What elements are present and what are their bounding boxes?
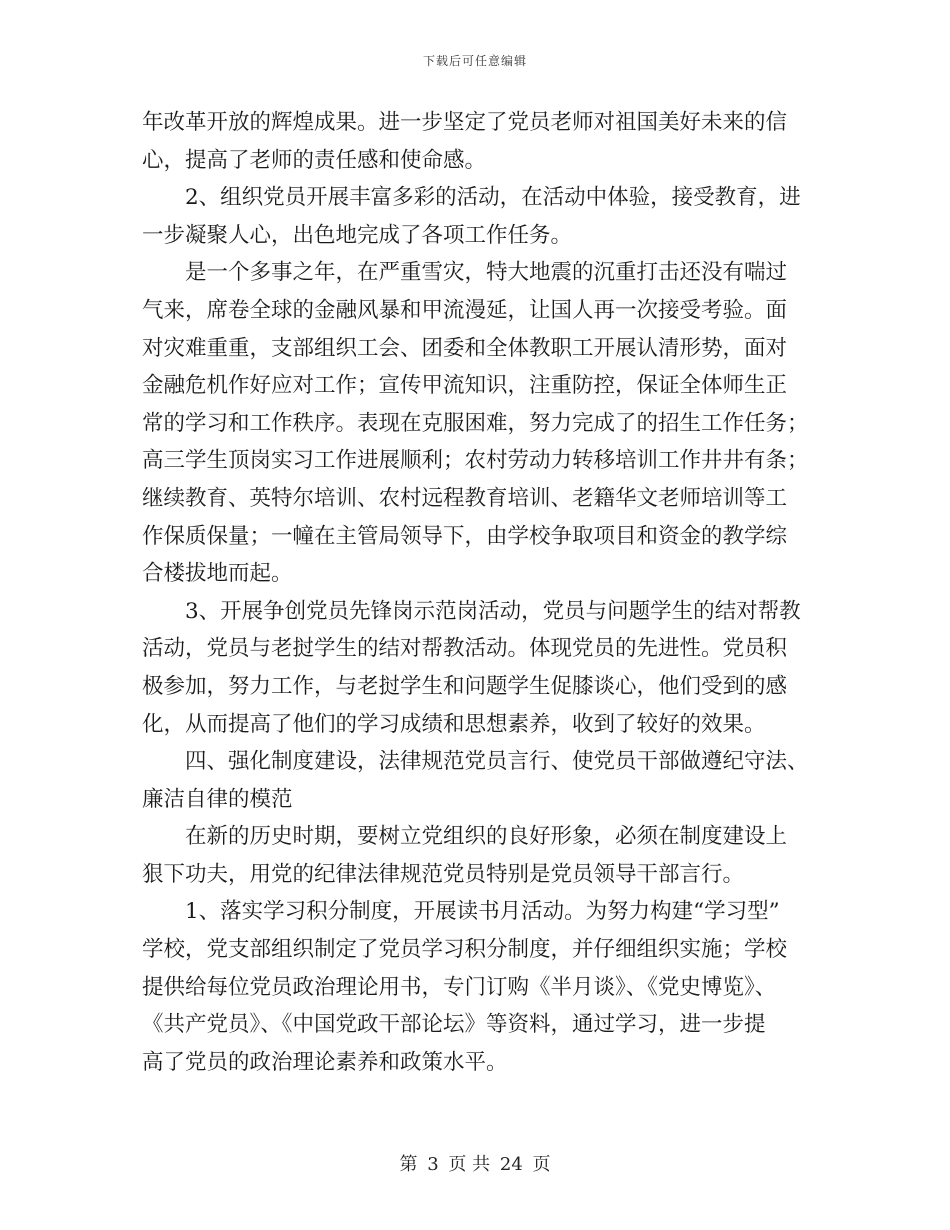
document-body (142, 104, 810, 1081)
page-footer (0, 1150, 950, 1176)
text-line: 一步凝聚人心，出色地完成了各项工作任务。 (142, 222, 573, 248)
text-line: 金融危机作好应对工作；宣传甲流知识，注重防控，保证全体师生正 (142, 373, 788, 399)
text-line: 气来，席卷全球的金融风暴和甲流漫延，让国人再一次接受考验。面 (142, 297, 788, 323)
text-line: 常的学习和工作秩序。表现在克服困难，努力完成了的招生工作任务； (142, 410, 809, 436)
text-line: 继续教育、英特尔培训、农村远程教育培训、老籍华文老师培训等工 (142, 485, 788, 511)
text-line: 廉洁自律的模范 (142, 786, 293, 812)
text-line: 活动，党员与老挝学生的结对帮教活动。体现党员的先进性。党员积 (142, 636, 788, 662)
text-line: 在新的历史时期，要树立党组织的良好形象，必须在制度建设上 (142, 824, 788, 850)
text-line: 四、强化制度建设，法律规范党员言行、使党员干部做遵纪守法、 (142, 749, 809, 775)
text-line: 3、开展争创党员先锋岗示范岗活动，党员与问题学生的结对帮教 (142, 598, 801, 624)
page-number: 3 (427, 1154, 439, 1175)
text-line: 2、组织党员开展丰富多彩的活动，在活动中体验，接受教育，进 (142, 185, 801, 211)
text-line: 心，提高了老师的责任感和使命感。 (142, 147, 487, 173)
text-line: 1、落实学习积分制度，开展读书月活动。为努力构建“学习型” (142, 899, 780, 925)
text-line: 年改革开放的辉煌成果。进一步坚定了党员老师对祖国美好未来的信 (142, 110, 788, 135)
text-line: 高三学生顶岗实习工作进展顺利；农村劳动力转移培训工作井井有条； (142, 448, 809, 474)
page-header: 下载后可任意编辑 (422, 54, 527, 68)
total-pages: 24 (499, 1154, 523, 1175)
footer-middle: 页 共 (448, 1154, 491, 1175)
text-line: 《共产党员》、《中国党政干部论坛》等资料，通过学习，进一步提 (142, 1012, 766, 1038)
text-line: 提供给每位党员政治理论用书，专门订购《半月谈》、《党史博览》、 (142, 974, 777, 1000)
text-line: 狠下功夫，用党的纪律法律规范党员特别是党员领导干部言行。 (142, 861, 745, 887)
footer-suffix: 页 (532, 1154, 551, 1175)
footer-prefix: 第 (399, 1154, 418, 1175)
text-line: 化，从而提高了他们的学习成绩和思想素养，收到了较好的效果。 (142, 711, 766, 737)
text-line: 合楼拔地而起。 (142, 561, 293, 587)
text-line: 对灾难重重，支部组织工会、团委和全体教职工开展认清形势，面对 (142, 335, 788, 361)
text-line: 是一个多事之年，在严重雪灾，特大地震的沉重打击还没有喘过 (142, 260, 788, 286)
text-line: 高了党员的政治理论素养和政策水平。 (142, 1049, 508, 1075)
text-line: 极参加，努力工作，与老挝学生和问题学生促膝谈心，他们受到的感 (142, 673, 788, 699)
text-line: 作保质保量；一幢在主管局领导下，由学校争取项目和资金的教学综 (142, 523, 788, 549)
text-line: 学校，党支部组织制定了党员学习积分制度，并仔细组织实施；学校 (142, 937, 788, 963)
